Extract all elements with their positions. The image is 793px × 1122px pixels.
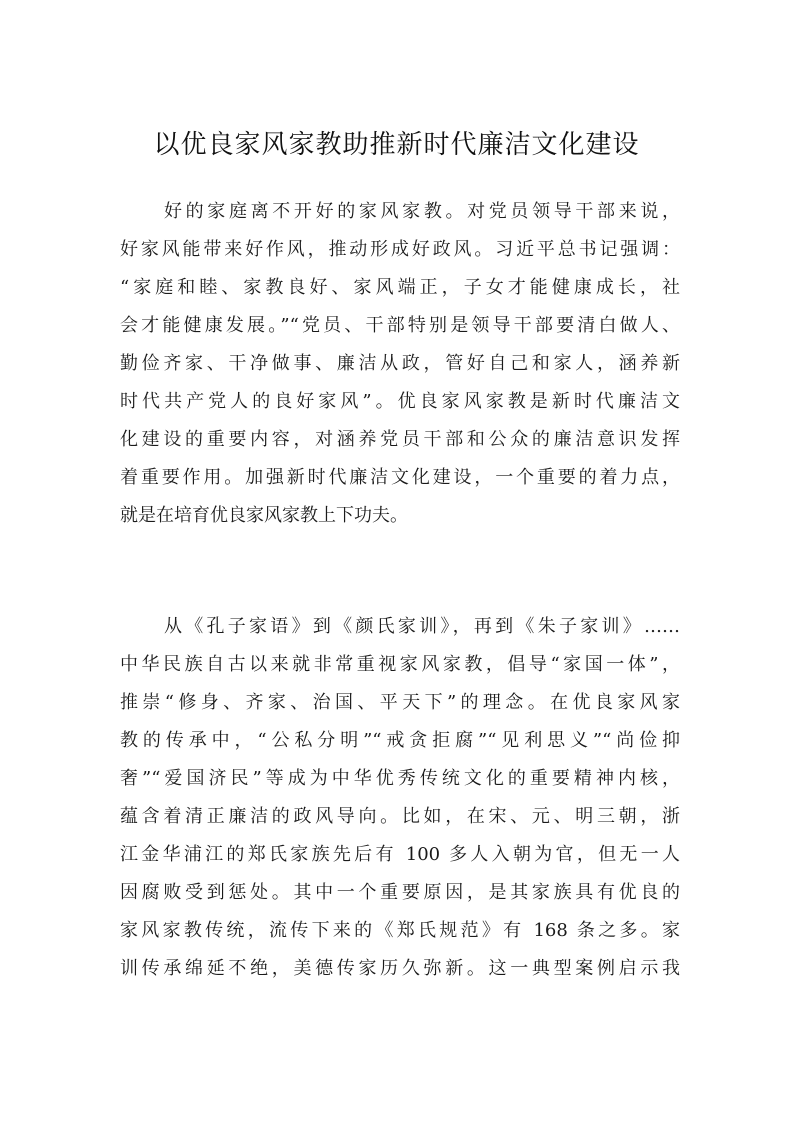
paragraph-line: 蕴含着清正廉洁的政风导向。比如，在宋、元、明三朝，浙 — [120, 806, 680, 827]
paragraph-line: 家风家教传统，流传下来的《郑氏规范》有 168 条之多。家 — [120, 920, 680, 941]
paragraph-line: 化建设的重要内容，对涵养党员干部和公众的廉洁意识发挥 — [120, 429, 680, 450]
paragraph-line: 时代共产党人的良好家风”。优良家风家教是新时代廉洁文 — [120, 391, 680, 412]
paragraph-line: 江金华浦江的郑氏家族先后有 100 多人入朝为官，但无一人 — [120, 844, 680, 865]
paragraph-line: 因腐败受到惩处。其中一个重要原因，是其家族具有优良的 — [120, 882, 680, 903]
paragraph-line: 就是在培育优良家风家教上下功夫。 — [120, 505, 408, 526]
paragraph-line: 从《孔子家语》到《颜氏家训》，再到《朱子家训》…… — [164, 616, 680, 637]
paragraph-line: “家庭和睦、家教良好、家风端正，子女才能健康成长，社 — [120, 277, 680, 298]
paragraph-2 — [120, 608, 680, 988]
paragraph-line: 推崇“修身、齐家、治国、平天下”的理念。在优良家风家 — [120, 692, 680, 713]
paragraph-line: 好家风能带来好作风，推动形成好政风。习近平总书记强调： — [120, 239, 680, 260]
paragraph-line: 奢”“爱国济民”等成为中华优秀传统文化的重要精神内核， — [120, 768, 680, 789]
document-title: 以优良家风家教助推新时代廉洁文化建设 — [153, 130, 640, 160]
paragraph-1 — [120, 193, 680, 535]
paragraph-line: 训传承绵延不绝，美德传家历久弥新。这一典型案例启示我 — [120, 958, 680, 979]
paragraph-line: 好的家庭离不开好的家风家教。对党员领导干部来说， — [164, 201, 680, 222]
paragraph-line: 中华民族自古以来就非常重视家风家教，倡导“家国一体”， — [120, 654, 680, 675]
paragraph-line: 会才能健康发展。”“党员、干部特别是领导干部要清白做人、 — [120, 315, 680, 336]
paragraph-line: 教的传承中，“公私分明”“戒贪拒腐”“见利思义”“尚俭抑 — [120, 730, 680, 751]
paragraph-line: 勤俭齐家、干净做事、廉洁从政，管好自己和家人，涵养新 — [120, 353, 680, 374]
paragraph-line: 着重要作用。加强新时代廉洁文化建设，一个重要的着力点， — [120, 467, 680, 488]
